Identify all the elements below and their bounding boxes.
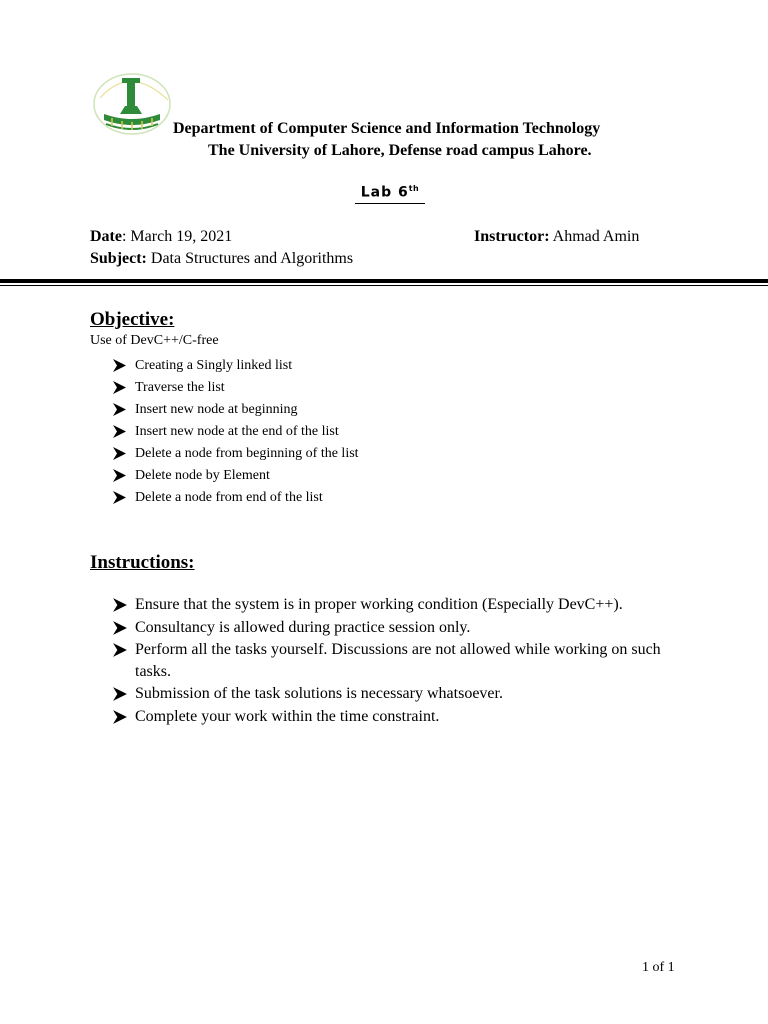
instructor-label: Instructor:: [474, 228, 550, 245]
subject-label: Subject:: [90, 250, 147, 267]
header-divider-thick: [0, 279, 768, 283]
list-item: [112, 445, 359, 467]
list-item-text: Delete a node from beginning of the list: [135, 446, 359, 461]
list-item: [112, 639, 692, 683]
list-item-text: Consultancy is allowed during practice session only.: [135, 618, 471, 636]
objective-list: [112, 357, 359, 511]
lab-title-superscript: th: [408, 184, 420, 193]
arrow-bullet-icon: [112, 445, 135, 461]
list-item-text: Submission of the task solutions is necessary whatsoever.: [135, 685, 503, 702]
list-item-text: Insert new node at the end of the list: [135, 424, 339, 439]
list-item: [112, 489, 359, 511]
list-item-text: Ensure that the system is in proper working condition (Especially DevC++).: [135, 596, 623, 613]
university-name: The University of Lahore, Defense road campus Lahore.: [208, 142, 592, 159]
arrow-bullet-icon: [112, 401, 135, 417]
list-item: [112, 423, 359, 445]
lab-title: [355, 184, 425, 204]
arrow-bullet-icon: [112, 423, 135, 439]
list-item: [112, 683, 692, 706]
lab-title-text: Lab 6: [360, 184, 409, 201]
list-item: [112, 594, 692, 617]
subject-row: [90, 250, 353, 268]
list-item: [112, 379, 359, 401]
objective-intro: Use of DevC++/C-free: [90, 333, 219, 348]
instructions-heading: Instructions:: [90, 552, 195, 573]
instructions-list: [112, 594, 692, 728]
arrow-bullet-icon: [112, 489, 135, 505]
arrow-bullet-icon: [112, 379, 135, 395]
arrow-bullet-icon: [112, 617, 135, 636]
list-item-text: Traverse the list: [135, 380, 225, 395]
arrow-bullet-icon: [112, 706, 135, 725]
arrow-bullet-icon: [112, 683, 135, 702]
instructor-row: [474, 228, 639, 246]
list-item-text: Delete a node from end of the list: [135, 490, 323, 505]
list-item: [112, 357, 359, 379]
date-value: : March 19, 2021: [121, 228, 233, 245]
objective-heading: Objective:: [90, 309, 175, 330]
list-item-text: Insert new node at beginning: [135, 402, 298, 417]
subject-value: Data Structures and Algorithms: [146, 250, 354, 267]
arrow-bullet-icon: [112, 357, 135, 373]
list-item-text: Perform all the tasks yourself. Discussions are not allowed while working on such tasks.: [135, 641, 661, 680]
date-row: [90, 228, 232, 246]
arrow-bullet-icon: [112, 467, 135, 483]
list-item-text: Delete node by Element: [135, 468, 270, 483]
arrow-bullet-icon: [112, 639, 135, 658]
list-item: [112, 706, 692, 729]
list-item: [112, 467, 359, 489]
department-name: Department of Computer Science and Information Technology: [173, 120, 601, 137]
instructor-value: Ahmad Amin: [549, 228, 640, 245]
header-divider-thin: [0, 285, 768, 286]
list-item-text: Complete your work within the time constraint.: [135, 707, 440, 725]
list-item: [112, 617, 692, 640]
university-logo: [90, 68, 174, 138]
date-label: Date: [90, 228, 122, 245]
list-item-text: Creating a Singly linked list: [135, 358, 293, 373]
arrow-bullet-icon: [112, 594, 135, 613]
page-number: 1 of 1: [642, 960, 675, 975]
list-item: [112, 401, 359, 423]
